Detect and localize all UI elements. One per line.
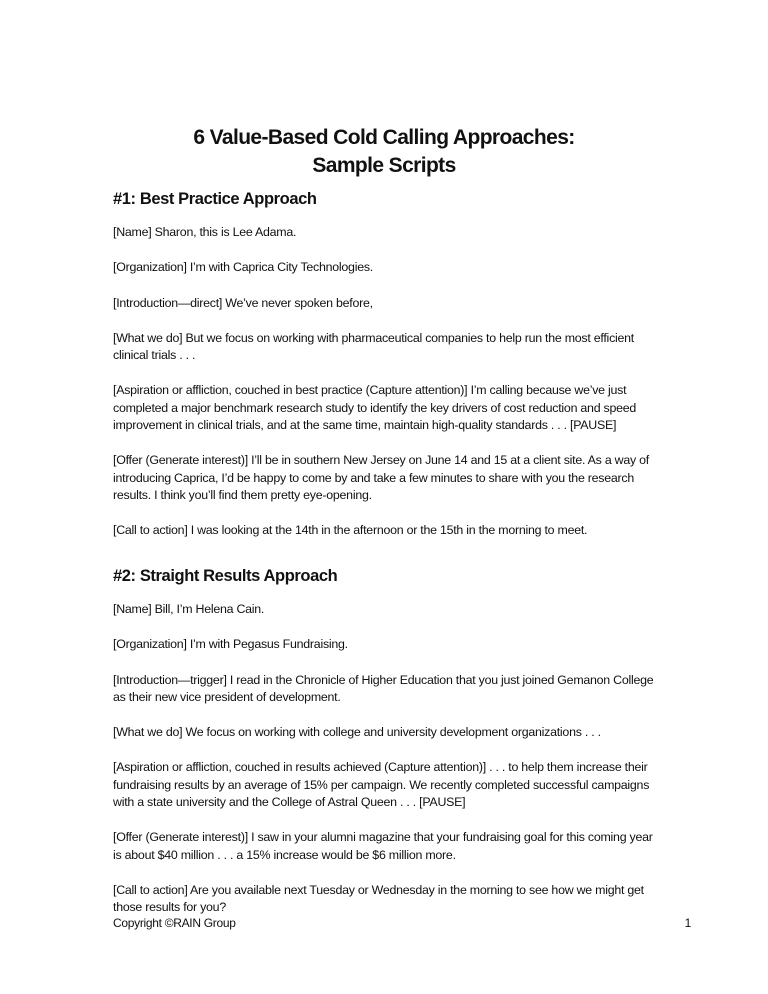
- title-line-1: 6 Value-Based Cold Calling Approaches:: [193, 126, 575, 149]
- paragraph-line: [Organization] I’m with Pegasus Fundraising.: [113, 637, 348, 652]
- document-title: [0, 124, 768, 180]
- paragraph-line: [Organization] I’m with Caprica City Technologies.: [113, 260, 373, 275]
- script-paragraph: [113, 259, 703, 276]
- paragraph-line: fundraising results by an average of 15% per campaign. We recently completed successful campaigns: [113, 777, 650, 792]
- script-paragraph: [113, 759, 703, 811]
- paragraph-line: [Introduction—direct] We’ve never spoken before,: [113, 295, 373, 310]
- script-paragraph: [113, 224, 703, 241]
- copyright-text: Copyright ©RAIN Group: [113, 916, 236, 930]
- page-number: 1: [684, 916, 691, 930]
- paragraph-line: [Name] Bill, I’m Helena Cain.: [113, 602, 265, 616]
- script-paragraph: [113, 522, 703, 539]
- paragraph-line: as their new vice president of development.: [113, 689, 341, 704]
- paragraph-line: [Call to action] Are you available next Tuesday or Wednesday in the morning to see how we might get: [113, 882, 644, 897]
- paragraph-line: [What we do] But we focus on working with pharmaceutical companies to help run the most efficient: [113, 330, 634, 345]
- section-heading: #1: Best Practice Approach: [113, 190, 317, 208]
- script-paragraph: [113, 330, 703, 365]
- script-paragraph: [113, 382, 703, 434]
- title-line-2: Sample Scripts: [312, 154, 456, 177]
- script-paragraph: [113, 882, 703, 917]
- script-paragraph: [113, 829, 703, 864]
- script-paragraph: [113, 672, 703, 707]
- paragraph-line: introducing Caprica, I’d be happy to come by and take a few minutes to share with you the research: [113, 470, 634, 485]
- paragraph-line: completed a major benchmark research study to identify the key drivers of cost reduction and speed: [113, 400, 637, 415]
- page-footer: [113, 916, 691, 930]
- script-paragraph: [113, 601, 703, 618]
- script-paragraph: [113, 724, 703, 741]
- section-best-practice: [113, 188, 703, 558]
- paragraph-line: [Offer (Generate interest)] I’ll be in southern New Jersey on June 14 and 15 at a client site. As a way of: [113, 453, 649, 468]
- section-straight-results: [113, 565, 703, 935]
- paragraph-line: is about $40 million . . . a 15% increase would be $6 million more.: [113, 847, 456, 862]
- script-paragraph: [113, 452, 703, 504]
- script-paragraph: [113, 636, 703, 653]
- paragraph-line: clinical trials . . .: [113, 348, 196, 363]
- paragraph-line: results. I think you’ll find them pretty eye-opening.: [113, 487, 372, 502]
- paragraph-line: improvement in clinical trials, and at the same time, maintain high-quality standards . . . [PAUSE]: [113, 418, 617, 433]
- script-paragraph: [113, 295, 703, 312]
- paragraph-line: those results for you?: [113, 900, 226, 915]
- section-heading: #2: Straight Results Approach: [113, 567, 338, 585]
- paragraph-line: [Offer (Generate interest)] I saw in your alumni magazine that your fundraising goal for this coming year: [113, 830, 653, 845]
- paragraph-line: [Aspiration or affliction, couched in results achieved (Capture attention)] . . . to help them increase their: [113, 760, 648, 775]
- paragraph-line: [Call to action] I was looking at the 14th in the afternoon or the 15th in the morning to meet.: [113, 523, 588, 538]
- paragraph-line: [Aspiration or affliction, couched in best practice (Capture attention)] I’m calling because we’ve just: [113, 383, 627, 398]
- paragraph-line: [Name] Sharon, this is Lee Adama.: [113, 225, 297, 239]
- paragraph-line: [Introduction—trigger] I read in the Chronicle of Higher Education that you just joined Gemanon College: [113, 672, 654, 687]
- paragraph-line: [What we do] We focus on working with college and university development organizations . . .: [113, 725, 601, 740]
- paragraph-line: with a state university and the College of Astral Queen . . . [PAUSE]: [113, 795, 466, 810]
